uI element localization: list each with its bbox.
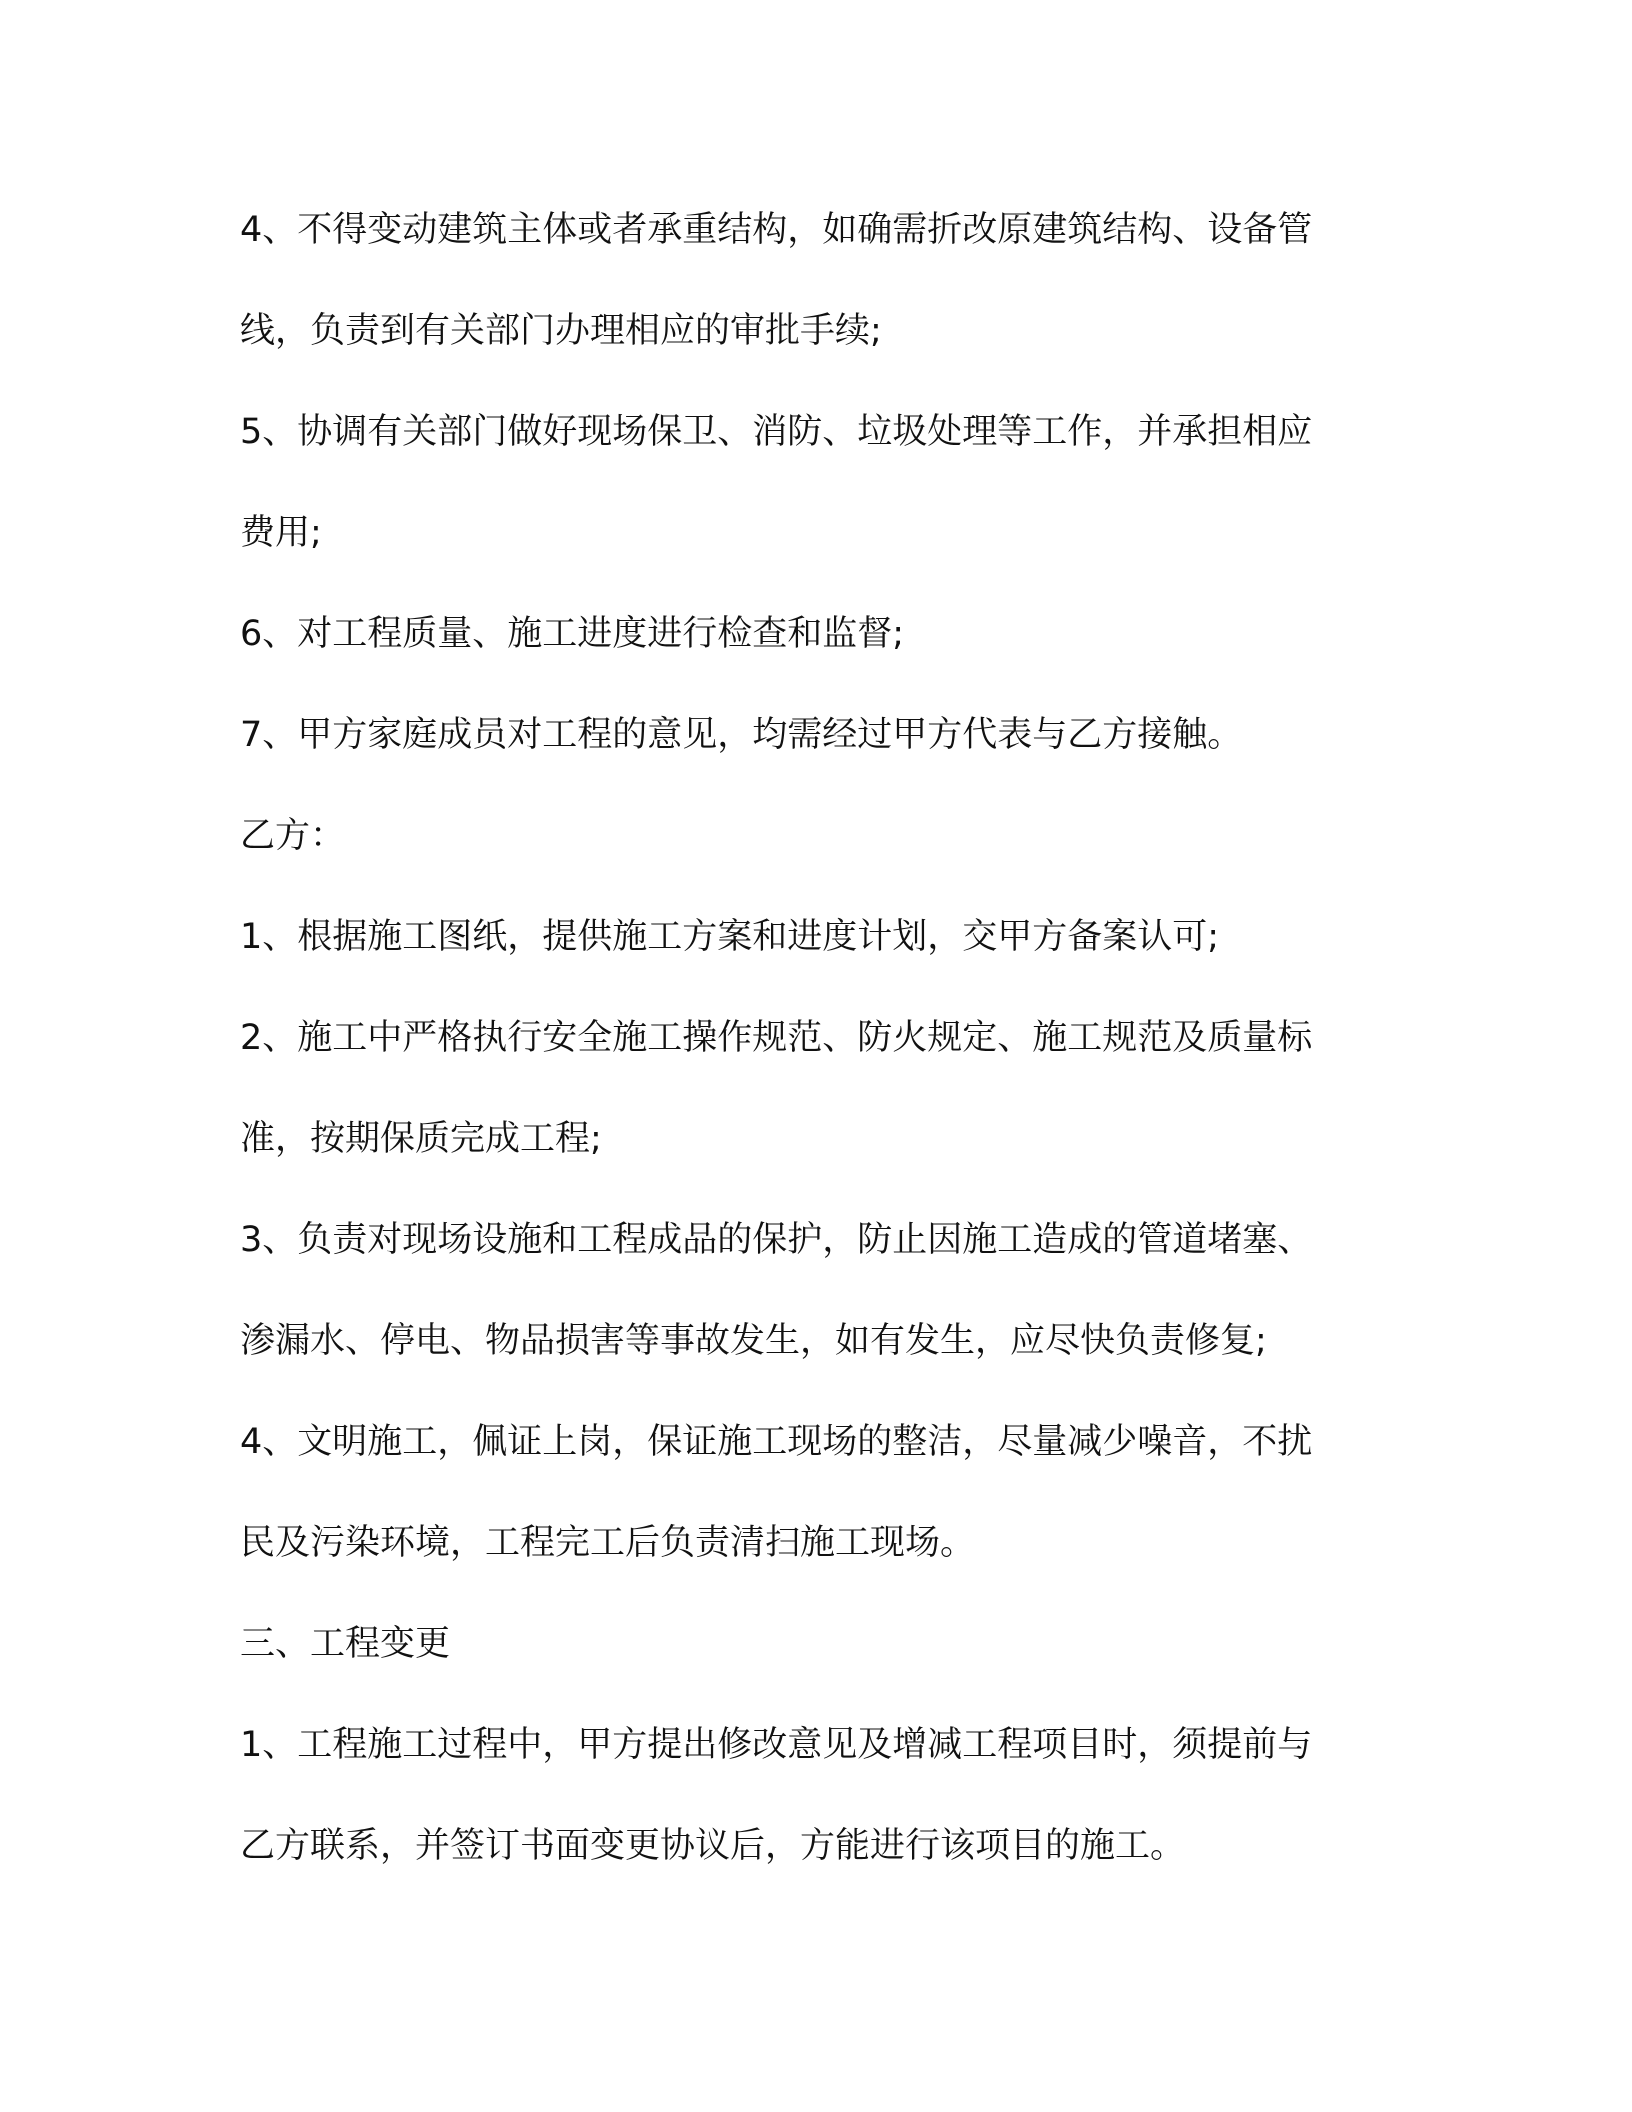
text-line: 2、施工中严格执行安全施工操作规范、防火规定、施工规范及质量标	[240, 1018, 1313, 1058]
text-line: 3、负责对现场设施和工程成品的保护，防止因施工造成的管道堵塞、	[240, 1220, 1313, 1260]
text-line: 费用;	[240, 513, 322, 553]
text-line: 1、根据施工图纸，提供施工方案和进度计划，交甲方备案认可;	[240, 917, 1220, 957]
text-line: 1、工程施工过程中，甲方提出修改意见及增减工程项目时，须提前与	[240, 1725, 1313, 1765]
text-line: 4、文明施工，佩证上岗，保证施工现场的整洁，尽量减少噪音，不扰	[240, 1422, 1313, 1462]
section-heading: 三、工程变更	[240, 1624, 451, 1664]
text-line: 准，按期保质完成工程;	[240, 1119, 602, 1159]
contract-body-text	[240, 180, 1400, 1897]
text-line: 5、协调有关部门做好现场保卫、消防、垃圾处理等工作，并承担相应	[240, 412, 1313, 452]
text-line: 4、不得变动建筑主体或者承重结构，如确需折改原建筑结构、设备管	[240, 210, 1313, 250]
text-line: 民及污染环境，工程完工后负责清扫施工现场。	[240, 1523, 976, 1563]
text-line: 乙方联系，并签订书面变更协议后，方能进行该项目的施工。	[240, 1826, 1186, 1866]
text-line: 7、甲方家庭成员对工程的意见，均需经过甲方代表与乙方接触。	[240, 715, 1243, 755]
text-line: 渗漏水、停电、物品损害等事故发生，如有发生，应尽快负责修复;	[240, 1321, 1267, 1361]
section-heading: 乙方：	[240, 816, 346, 856]
text-line: 线，负责到有关部门办理相应的审批手续;	[240, 311, 882, 351]
text-line: 6、对工程质量、施工进度进行检查和监督;	[240, 614, 905, 654]
